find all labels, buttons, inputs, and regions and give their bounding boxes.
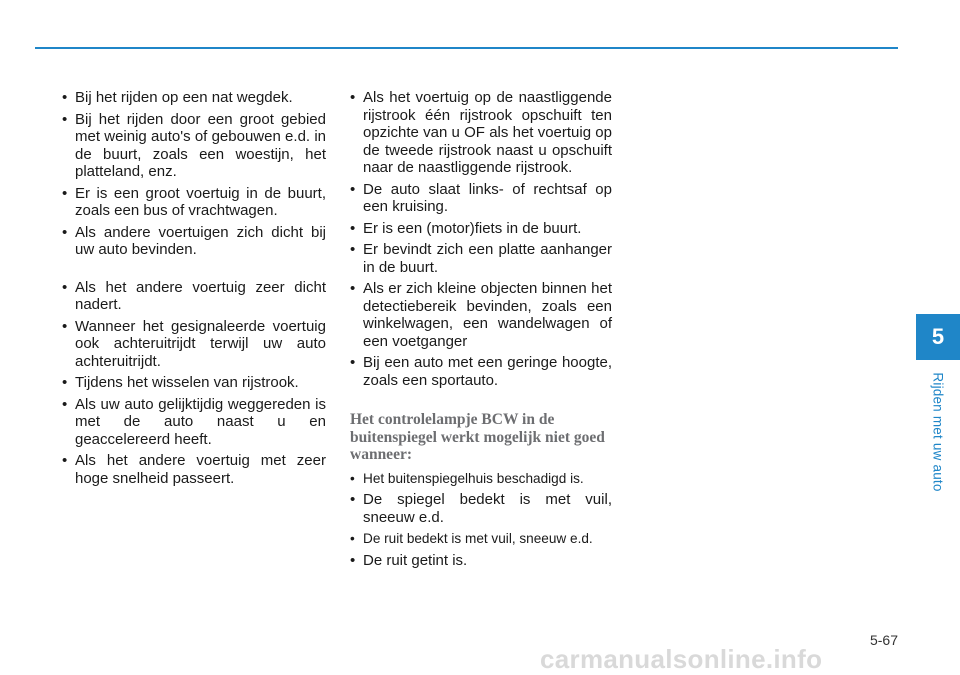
list-item: • Tijdens het wisselen van rijstrook. xyxy=(62,374,326,392)
list-item: • Bij een auto met een geringe hoogte, zoals een sportauto. xyxy=(350,354,612,389)
list-item: • De ruit bedekt is met vuil, sneeuw e.d. xyxy=(350,530,612,548)
header-rule xyxy=(35,47,898,49)
chapter-label: Rijden met uw auto xyxy=(930,372,946,492)
chapter-number-tab: 5 xyxy=(916,314,960,360)
list-item: • Er is een (motor)fiets in de buurt. xyxy=(350,220,612,238)
list-item: • Als het andere voertuig met zeer hoge snelheid passeert. xyxy=(62,452,326,487)
list-item: • Als andere voertuigen zich dicht bij uw auto bevinden. xyxy=(62,224,326,259)
list-item: • Bij het rijden op een nat wegdek. xyxy=(62,89,326,107)
watermark: carmanualsonline.info xyxy=(540,644,823,674)
page-number: 5-67 xyxy=(869,632,898,648)
section-heading: Het controlelampje BCW in de buitenspiegel werkt mogelijk niet goed wanneer: xyxy=(350,411,605,463)
list-item: • De spiegel bedekt is met vuil, sneeuw e.d. xyxy=(350,491,612,526)
right-column xyxy=(350,89,612,573)
list-item: • Er bevindt zich een platte aanhanger in de buurt. xyxy=(350,241,612,276)
list-item: • Als het voertuig op de naastliggende rijstrook één rijstrook opschuift ten opzichte van u OF als het voertuig op de tweede rijstrook naast u opschuift naar de naastliggende rijstrook. xyxy=(350,89,612,177)
list-item: • De ruit getint is. xyxy=(350,552,612,570)
section-bullet-list xyxy=(350,470,612,570)
list-item: • Als uw auto gelijktijdig weggereden is met de auto naast u en geaccelereerd heeft. xyxy=(62,396,326,449)
right-bullet-list xyxy=(350,89,612,389)
list-item: • Bij het rijden door een groot gebied met weinig auto's of gebouwen e.d. in de buurt, zoals een woestijn, het platteland, enz. xyxy=(62,111,326,181)
list-item: • Wanneer het gesignaleerde voertuig ook achteruitrijdt terwijl uw auto achteruitrijdt. xyxy=(62,318,326,371)
list-item: • Als het andere voertuig zeer dicht nadert. xyxy=(62,279,326,314)
list-item: • Er is een groot voertuig in de buurt, zoals een bus of vrachtwagen. xyxy=(62,185,326,220)
list-item: • Als er zich kleine objecten binnen het detectiebereik bevinden, zoals een winkelwagen, een wandelwagen of een voetganger xyxy=(350,280,612,350)
left-bullet-list xyxy=(62,89,326,487)
left-column xyxy=(62,89,326,491)
list-item: • Het buitenspiegelhuis beschadigd is. xyxy=(350,470,612,488)
list-item: • De auto slaat links- of rechtsaf op een kruising. xyxy=(350,181,612,216)
